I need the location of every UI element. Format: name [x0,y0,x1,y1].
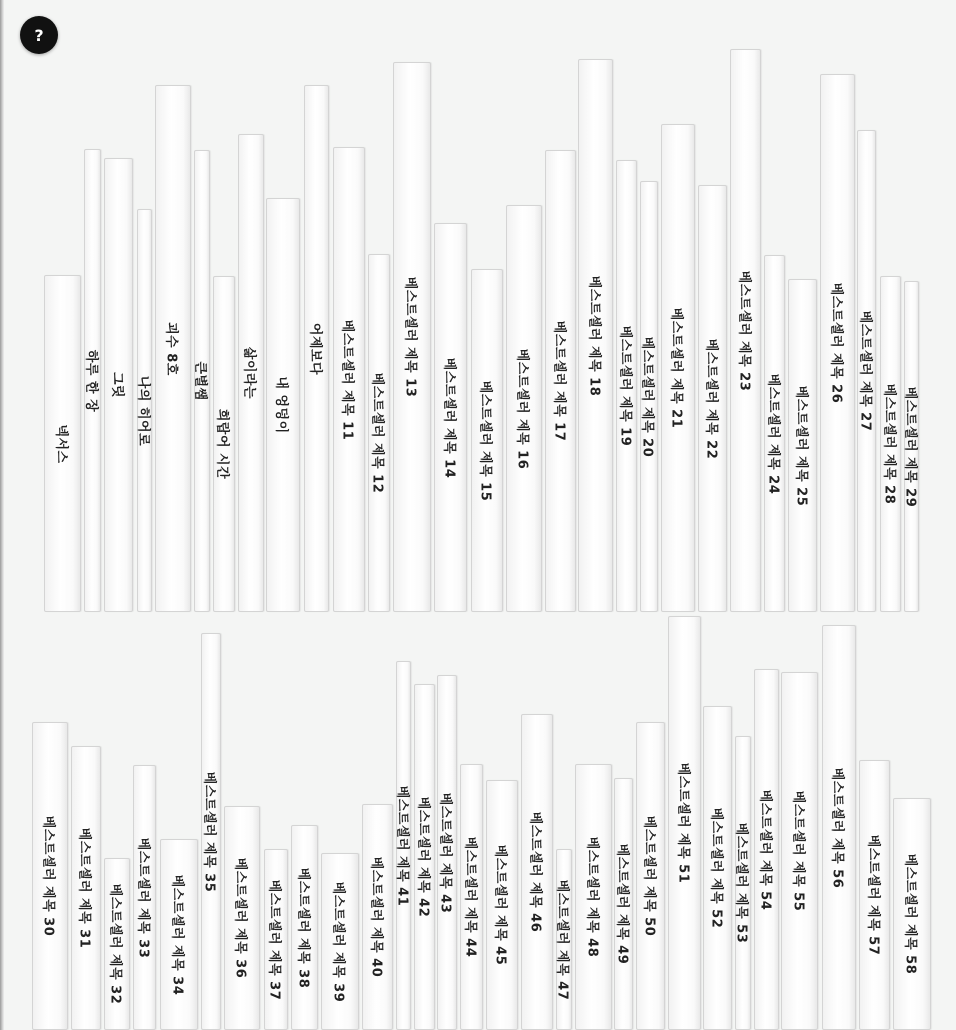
book-title: 베스트셀러 제목 16 [514,348,530,469]
book-spine[interactable] [160,839,198,1030]
book-title: 베스트셀러 제목 48 [584,836,599,958]
book-title: 베스트셀러 제목 47 [554,879,570,1000]
book-spine[interactable] [321,853,359,1030]
book-title: 베스트셀러 제목 26 [828,282,843,404]
book-spine[interactable] [437,675,457,1030]
book-spine[interactable] [521,714,553,1030]
book-title: 삶이라는 [241,346,257,400]
book-title: 큰별쌤 [192,361,208,401]
book-spine[interactable] [434,223,467,612]
book-spine[interactable] [857,130,876,612]
book-title: 넥서스 [53,423,68,464]
book-title: 베스트셀러 제목 34 [169,874,185,995]
book-title: 베스트셀러 제목 33 [135,837,150,958]
book-spine[interactable] [264,849,288,1030]
book-title: 베스트셀러 제목 44 [462,836,477,958]
book-title: 베스트셀러 제목 21 [668,307,684,429]
book-spine[interactable] [703,706,732,1030]
book-spine[interactable] [822,625,856,1030]
book-title: 베스트셀러 제목 29 [902,386,917,507]
book-title: 하루 한 장 [83,349,98,412]
book-spine[interactable] [304,85,329,612]
book-title: 베스트셀러 제목 13 [402,276,418,398]
book-spine[interactable] [393,62,431,612]
book-spine[interactable] [578,59,613,612]
book-title: 베스트셀러 제목 52 [708,807,723,929]
book-spine[interactable] [460,764,483,1030]
book-title: 내 엉덩이 [273,376,289,434]
book-spine[interactable] [661,124,695,612]
book-title: 베스트셀러 제목 39 [330,881,346,1002]
book-title: 베스트셀러 제목 17 [551,320,566,442]
book-spine[interactable] [224,806,260,1030]
book-spine[interactable] [213,276,235,612]
book-spine[interactable] [71,746,101,1030]
book-spine[interactable] [104,158,133,612]
book-spine[interactable] [133,765,156,1030]
book-spine[interactable] [640,181,658,612]
book-spine[interactable] [471,269,503,612]
book-title: 베스트셀러 제목 23 [736,270,751,391]
book-title: 베스트셀러 제목 40 [368,856,383,978]
book-spine[interactable] [194,150,210,612]
book-spine[interactable] [556,849,572,1030]
book-title: 베스트셀러 제목 27 [857,310,872,432]
book-spine[interactable] [238,134,264,612]
book-spine[interactable] [575,764,612,1030]
book-spine[interactable] [368,254,390,612]
book-spine[interactable] [266,198,300,612]
book-title: 베스트셀러 제목 12 [369,372,385,494]
book-title: 베스트셀러 제목 50 [641,815,656,937]
book-title: 베스트셀러 제목 22 [703,338,718,459]
book-spine[interactable] [616,160,637,612]
book-spine[interactable] [820,74,855,612]
book-title: 베스트셀러 제목 57 [865,834,880,956]
book-spine[interactable] [84,149,101,612]
book-title: 어제보다 [307,322,322,375]
book-spine[interactable] [291,825,318,1030]
book-spine[interactable] [506,205,542,612]
book-title: 베스트셀러 제목 38 [295,867,310,988]
book-title: 베스트셀러 제목 30 [40,815,56,937]
book-title: 베스트셀러 제목 15 [477,380,493,501]
book-title: 베스트셀러 제목 41 [394,785,409,906]
book-title: 베스트셀러 제목 14 [441,357,456,478]
book-title: 베스트셀러 제목 36 [232,857,248,979]
book-spine[interactable] [155,85,191,612]
book-title: 베스트셀러 제목 43 [437,792,453,913]
book-title: 그릿 [109,371,124,399]
book-title: 베스트셀러 제목 20 [639,336,655,457]
book-title: 희랍어 시간 [214,408,230,480]
book-title: 베스트셀러 제목 42 [415,796,430,918]
book-spine[interactable] [201,633,221,1030]
book-title: 베스트셀러 제목 56 [829,767,845,888]
window-left-edge [0,0,4,1030]
book-title: 베스트셀러 제목 28 [881,383,896,505]
book-spine[interactable] [859,760,890,1030]
book-title: 베스트셀러 제목 54 [757,789,772,910]
book-title: 괴수 8호 [163,321,179,376]
book-title: 베스트셀러 제목 49 [614,843,629,965]
book-title: 베스트셀러 제목 24 [765,373,780,494]
book-title: 베스트셀러 제목 25 [793,385,808,506]
book-title: 베스트셀러 제목 37 [266,879,282,1000]
book-title: 베스트셀러 제목 35 [201,771,217,892]
book-spine[interactable] [486,780,518,1030]
book-spine[interactable] [614,778,633,1030]
book-spine[interactable] [764,255,785,612]
book-title: 베스트셀러 제목 18 [586,275,601,396]
book-spine[interactable] [781,672,818,1030]
book-spine[interactable] [735,736,751,1030]
book-title: 베스트셀러 제목 19 [617,325,632,447]
book-spine[interactable] [893,798,931,1030]
book-title: 베스트셀러 제목 58 [902,853,918,975]
book-title: 베스트셀러 제목 55 [790,790,805,912]
book-spine[interactable] [396,661,411,1030]
book-title: 베스트셀러 제목 32 [107,883,123,1005]
book-spine[interactable] [754,669,779,1030]
book-spine[interactable] [788,279,817,612]
book-spine[interactable] [44,275,81,612]
book-spine[interactable] [636,722,665,1030]
book-spine[interactable] [668,616,701,1030]
book-spine[interactable] [904,281,919,612]
help-button-label: ? [34,25,44,45]
book-title: 베스트셀러 제목 11 [339,319,355,440]
book-spine[interactable] [32,722,68,1030]
book-spine[interactable] [137,209,152,612]
book-title: 베스트셀러 제목 53 [733,822,749,944]
book-title: 베스트셀러 제목 31 [76,827,92,949]
book-spine[interactable] [362,804,393,1030]
help-button[interactable] [20,16,58,54]
book-spine[interactable] [730,49,761,612]
book-title: 베스트셀러 제목 51 [675,762,690,884]
book-title: 베스트셀러 제목 45 [492,844,508,966]
book-spine[interactable] [545,150,576,612]
book-spine[interactable] [880,276,901,612]
book-spine[interactable] [104,858,130,1030]
book-spine[interactable] [333,147,365,612]
book-spine[interactable] [414,684,435,1030]
book-spine[interactable] [698,185,727,612]
book-title: 나의 히어로 [135,375,150,446]
book-title: 베스트셀러 제목 46 [527,811,543,933]
